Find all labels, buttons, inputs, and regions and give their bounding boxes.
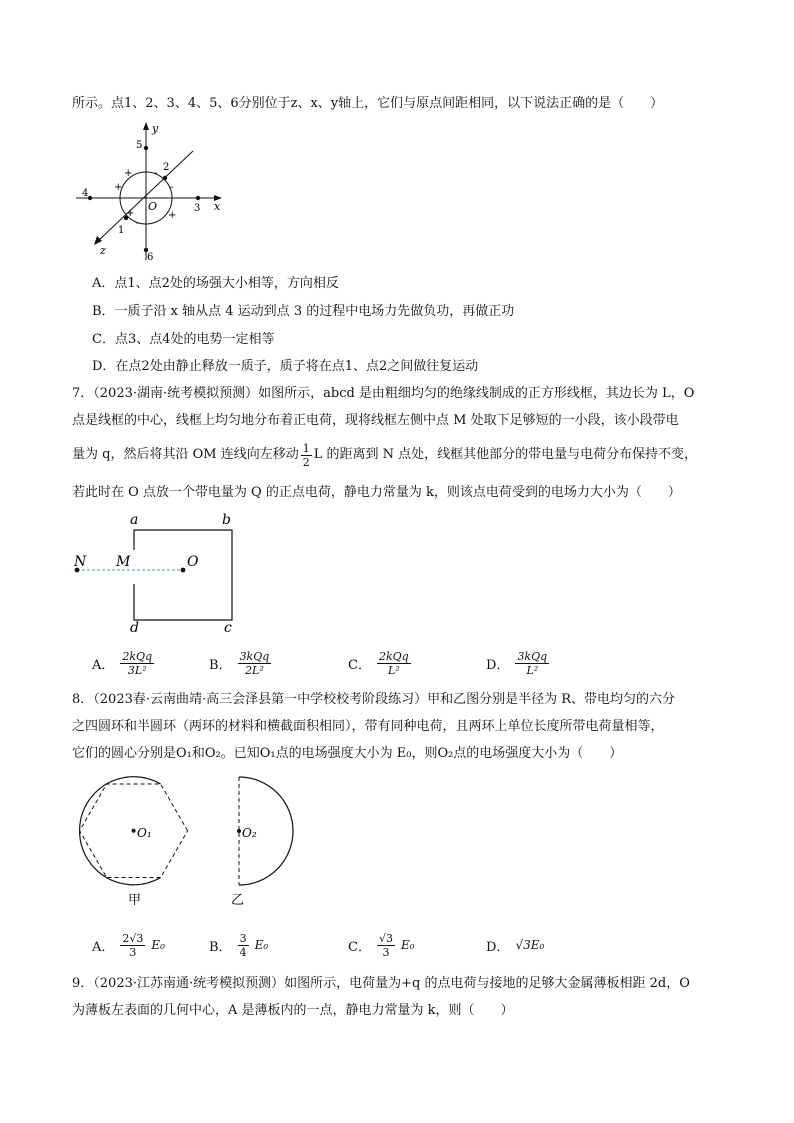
svg-text:甲: 甲 — [128, 893, 142, 908]
svg-text:y: y — [152, 122, 159, 135]
svg-text:3: 3 — [194, 203, 201, 214]
svg-text:+: + — [124, 168, 133, 179]
q9-line-1: 9．（2023·江苏南通·统考模拟预测）如图所示，电荷量为+q 的点电荷与接地的足够大金属薄板相距 2d，O — [72, 976, 690, 991]
q9-line-2: 为薄板左表面的几何中心，A 是薄板内的一点，静电力常量为 k，则（ ） — [72, 1003, 514, 1018]
q7-line-4: 若此时在 O 点放一个带电量为 Q 的正点电荷，静电力常量为 k，则该点电荷受到的电场力大小为（ ） — [72, 485, 681, 500]
q7-choice-b-label: B． — [209, 657, 232, 673]
q7-half-fraction — [301, 442, 312, 469]
q8-choice-b-fraction — [238, 932, 249, 959]
q8-choice-d-expression: √3E₀ — [515, 938, 545, 952]
q7-choice-d[interactable] — [486, 643, 549, 683]
svg-text:+: + — [114, 182, 123, 193]
q7-choice-c[interactable] — [348, 643, 411, 683]
q8-choice-a-fraction — [120, 932, 145, 959]
q7-choice-c-denominator: L² — [387, 663, 400, 677]
q8-choice-a[interactable] — [92, 925, 165, 965]
q8-choice-d[interactable] — [486, 925, 544, 965]
q8-choice-b-symbol: E₀ — [254, 938, 269, 952]
q7-line-1: 7．（2023·湖南·统考模拟预测）如图所示，abcd 是由粗细均匀的绝缘线制成的正方形线框，其边长为 L，O — [72, 386, 695, 401]
svg-text:x: x — [214, 200, 221, 213]
q6-option-d: D．在点2处由静止释放一质子，质子将在点1、点2之间做往复运动 — [92, 359, 479, 374]
svg-text:c: c — [224, 620, 232, 636]
q6-option-c: C．点3、点4处的电势一定相等 — [92, 332, 275, 347]
svg-text:O₁: O₁ — [137, 826, 152, 840]
svg-text:乙: 乙 — [231, 893, 245, 908]
q8-choice-c[interactable] — [348, 925, 415, 965]
svg-text:5: 5 — [136, 140, 143, 151]
q7-choices — [92, 643, 612, 683]
q8-choice-a-symbol: E₀ — [151, 938, 165, 952]
q7-choice-b-numerator: 3kQq — [239, 649, 270, 663]
q7-choice-b-fraction — [238, 650, 272, 677]
q6-stem: 所示。点1、2、3、4、5、6分别位于z、x、y轴上，它们与原点间距相同，以下说法正确的是（ ） — [72, 96, 664, 111]
svg-text:O: O — [148, 200, 158, 213]
svg-text:-: - — [136, 218, 140, 229]
q8-line-2: 之四圆环和半圆环（两环的材料和横截面积相同），带有同种电荷，且两环上单位长度所带电荷量相等， — [72, 719, 664, 734]
q8-choice-a-label: A． — [92, 939, 115, 955]
q8-choice-c-label: C． — [348, 939, 371, 955]
q8-choices — [92, 925, 612, 965]
q8-choice-c-symbol: E₀ — [400, 938, 415, 952]
q7-choice-b[interactable] — [209, 643, 271, 683]
svg-text:O₂: O₂ — [242, 826, 257, 840]
q7-choice-a-fraction — [120, 650, 154, 677]
q7-choice-c-label: C． — [348, 657, 371, 673]
q8-choice-b-label: B． — [209, 939, 232, 955]
q8-choice-c-numerator: √3 — [378, 931, 393, 945]
q8-line-1: 8．（2023春·云南曲靖·高三会泽县第一中学校校考阶段练习）甲和乙图分别是半径为 R、带电均匀的六分 — [72, 692, 676, 707]
q8-choice-a-numerator: 2√3 — [122, 931, 144, 945]
svg-text:+: + — [126, 208, 135, 219]
q7-choice-d-denominator: L² — [526, 663, 539, 677]
q7-line-3-part-b: L 的距离到 N 点处，线框其他部分的带电量与电荷分布保持不变， — [313, 447, 698, 462]
svg-text:O: O — [187, 554, 199, 570]
q7-choice-c-fraction — [377, 650, 411, 677]
q7-line-2: 点是线框的中心，线框上均匀地分布着正电荷，现将线框左侧中点 M 处取下足够短的一小段，该小段带电 — [72, 413, 679, 428]
q7-choice-a[interactable] — [92, 643, 154, 683]
svg-text:b: b — [222, 512, 231, 528]
svg-text:4: 4 — [82, 188, 89, 199]
q7-choice-a-denominator: 3L² — [127, 663, 147, 677]
svg-text:-: - — [154, 168, 158, 179]
q7-choice-a-label: A． — [92, 657, 115, 673]
q7-figure-square-frame — [66, 508, 256, 638]
q7-half-numerator: 1 — [302, 441, 310, 455]
q8-choice-c-denominator: 3 — [382, 945, 390, 959]
q8-choice-a-denominator: 3 — [129, 945, 137, 959]
q7-choice-a-numerator: 2kQq — [122, 649, 153, 663]
svg-text:d: d — [130, 620, 139, 636]
svg-text:1: 1 — [118, 225, 125, 236]
q8-choice-c-fraction — [377, 932, 395, 959]
svg-text:M: M — [116, 554, 131, 570]
svg-text:+: + — [168, 210, 177, 221]
q7-choice-c-numerator: 2kQq — [378, 649, 409, 663]
svg-text:N: N — [74, 554, 87, 570]
q7-line-3-part-a: 量为 q，然后将其沿 OM 连线向左移动 — [72, 447, 299, 462]
q8-choice-b[interactable] — [209, 925, 268, 965]
svg-text:6: 6 — [147, 252, 154, 263]
q7-half-denominator: 2 — [302, 455, 310, 469]
q7-choice-b-denominator: 2L² — [245, 663, 264, 677]
q8-choice-b-denominator: 4 — [239, 945, 247, 959]
q6-figure-axes-circle — [68, 118, 228, 268]
svg-text:a: a — [130, 512, 139, 528]
q7-line-3 — [72, 438, 697, 472]
q6-option-b: B．一质子沿 x 轴从点 4 运动到点 3 的过程中电场力先做负功，再做正功 — [92, 304, 515, 319]
svg-text:-: - — [170, 182, 174, 193]
svg-text:2: 2 — [163, 162, 170, 173]
q6-option-a: A．点1、点2处的场强大小相等，方向相反 — [92, 276, 339, 291]
q8-figure-rings — [66, 772, 316, 912]
q8-choice-b-numerator: 3 — [239, 931, 247, 945]
q7-choice-d-fraction — [515, 650, 549, 677]
q8-choice-d-label: D． — [486, 939, 510, 955]
q7-choice-d-label: D． — [486, 657, 510, 673]
q8-line-3: 它们的圆心分别是O₁和O₂。已知O₁点的电场强度大小为 E₀，则O₂点的电场强度大小为（ ） — [72, 746, 623, 761]
svg-text:z: z — [100, 244, 106, 257]
q7-choice-d-numerator: 3kQq — [517, 649, 548, 663]
